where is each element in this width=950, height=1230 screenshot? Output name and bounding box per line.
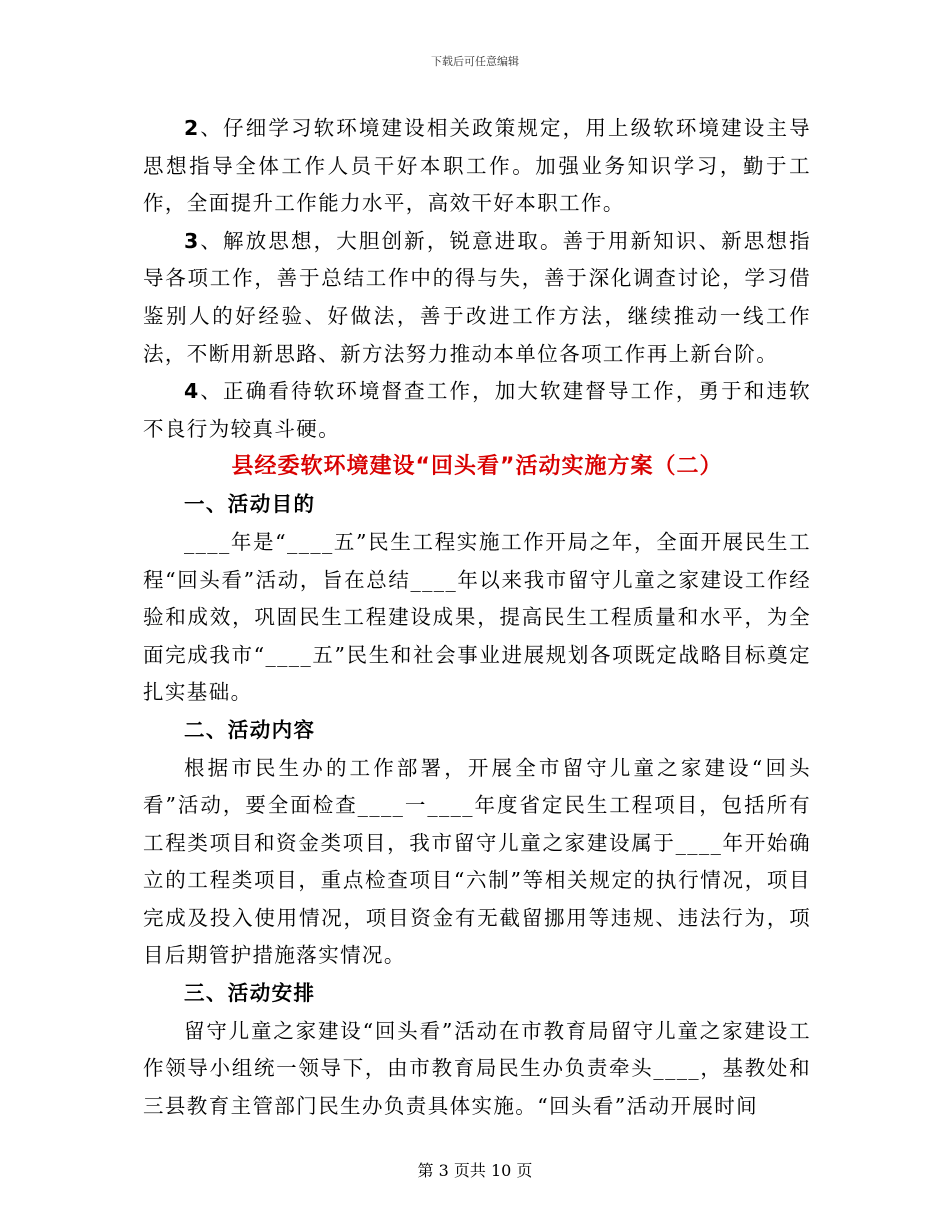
page-number: 第 3 页共 10 页 — [417, 1161, 533, 1180]
section-heading-purpose: 一、活动目的 — [184, 492, 316, 517]
paragraph-item-4 — [143, 373, 811, 448]
item-number: 3 — [184, 228, 200, 253]
document-body — [143, 110, 811, 1125]
section-text-purpose: ____年是“____五”民生工程实施工作开局之年，全面开展民生工程“回头看”活动，旨在总结____年以来我市留守儿童之家建设工作经验和成效，巩固民生工程建设成果，提高民生工程质量和水平，为全面完成我市“____五”民生和社会事业进展规划各项既定战略目标奠定扎实基础。 — [143, 529, 811, 705]
section-text-arrangement: 留守儿童之家建设“回头看”活动在市教育局留守儿童之家建设工作领导小组统一领导下，由市教育局民生办负责牵头____，基教处和三县教育主管部门民生办负责具体实施。“回头看”活动开展时间 — [143, 1018, 811, 1118]
paragraph-item-2 — [143, 110, 811, 223]
section-heading-content: 二、活动内容 — [184, 717, 316, 742]
paragraph-text: 、正确看待软环境督查工作，加大软建督导工作，勇于和违软不良行为较真斗硬。 — [143, 379, 811, 441]
item-number: 2 — [184, 116, 200, 140]
item-number: 4 — [184, 379, 200, 404]
document-title: 县经委软环境建设“回头看”活动实施方案（二） — [231, 454, 723, 480]
paragraph-text: 、仔细学习软环境建设相关政策规定，用上级软环境建设主导思想指导全体工作人员干好本职工作。加强业务知识学习，勤于工作，全面提升工作能力水平，高效干好本职工作。 — [143, 116, 811, 216]
paragraph-item-3 — [143, 223, 811, 373]
section-text-content: 根据市民生办的工作部署，开展全市留守儿童之家建设“回头看”活动，要全面检查____一____年度省定民生工程项目，包括所有工程类项目和资金类项目，我市留守儿童之家建设属于____年开始确立的工程类项目，重点检查项目“六制”等相关规定的执行情况，项目完成及投入使用情况，项目资金有无截留挪用等违规、违法行为，项目后期管护措施落实情况。 — [143, 755, 811, 968]
paragraph-text: 、解放思想，大胆创新，锐意进取。善于用新知识、新思想指导各项工作，善于总结工作中的得与失，善于深化调查讨论，学习借鉴别人的好经验、好做法，善于改进工作方法，继续推动一线工作法，不断用新思路、新方法努力推动本单位各项工作再上新台阶。 — [143, 228, 811, 366]
section-heading-arrangement: 三、活动安排 — [184, 981, 316, 1006]
page-header-note: 下载后可任意编辑 — [431, 55, 519, 68]
